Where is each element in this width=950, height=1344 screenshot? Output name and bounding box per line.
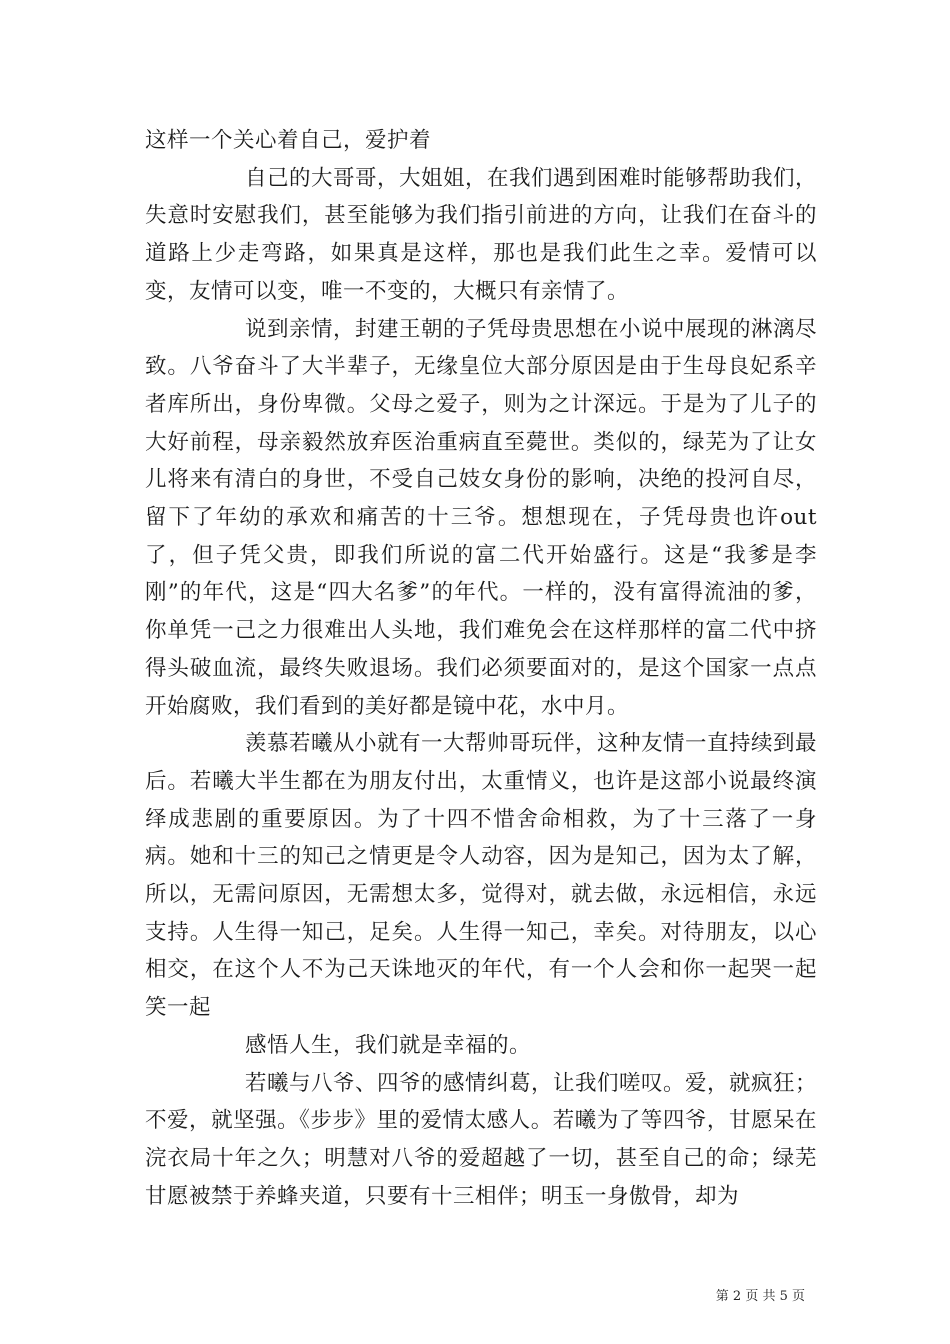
paragraph-1: 这样一个关心着自己，爱护着 <box>145 128 432 153</box>
paragraph-4: 羡慕若曦从小就有一大帮帅哥玩伴，这种友情一直持续到最后。若曦大半生都在为朋友付出，太重情义，也许是这部小说最终演绎成悲剧的重要原因。为了十四不惜舍命相救，为了十三落了一身病。她和十三的知己之情更是令人动容，因为是知己，因为太了解，所以，无需问原因，无需想太多，觉得对，就去做，永远相信，永远支持。人生得一知己，足矣。人生得一知己，幸矣。对待朋友，以心相交，在这个人不为己天诛地灭的年代，有一个人会和你一起哭一起笑一起 <box>145 731 818 1021</box>
paragraph-5: 感悟人生，我们就是幸福的。 <box>245 1032 532 1058</box>
paragraph-2: 自己的大哥哥，大姐姐，在我们遇到困难时能够帮助我们，失意时安慰我们，甚至能够为我们指引前进的方向，让我们在奋斗的道路上少走弯路，如果真是这样，那也是我们此生之幸。爱情可以变，友情可以变，唯一不变的，大概只有亲情了。 <box>145 165 818 304</box>
body-text <box>145 122 817 1215</box>
page-number-footer: 第 2 页 共 5 页 <box>715 1289 805 1304</box>
paragraph-6: 若曦与八爷、四爷的感情纠葛，让我们嗟叹。爱，就疯狂；不爱，就坚强。《步步》里的爱情太感人。若曦为了等四爷，甘愿呆在浣衣局十年之久；明慧对八爷的爱超越了一切，甚至自己的命；绿芜甘愿被禁于养蜂夹道，只要有十三相伴；明玉一身傲骨，却为 <box>145 1070 818 1209</box>
paragraph-3: 说到亲情，封建王朝的子凭母贵思想在小说中展现的淋漓尽致。八爷奋斗了大半辈子，无缘皇位大部分原因是由于生母良妃系辛者库所出，身份卑微。父母之爱子，则为之计深远。于是为了儿子的大好前程，母亲毅然放弃医治重病直至薨世。类似的，绿芜为了让女儿将来有清白的身世，不受自己妓女身份的影响，决绝的投河自尽，留下了年幼的承欢和痛苦的十三爷。想想现在，子凭母贵也许out了，但子凭父贵，即我们所说的富二代开始盛行。这是“我爹是李刚”的年代，这是“四大名爹”的年代。一样的，没有富得流油的爹，你单凭一己之力很难出人头地，我们难免会在这样那样的富二代中挤得头破血流，最终失败退场。我们必须要面对的，是这个国家一点点开始腐败，我们看到的美好都是镜中花，水中月。 <box>145 316 818 719</box>
